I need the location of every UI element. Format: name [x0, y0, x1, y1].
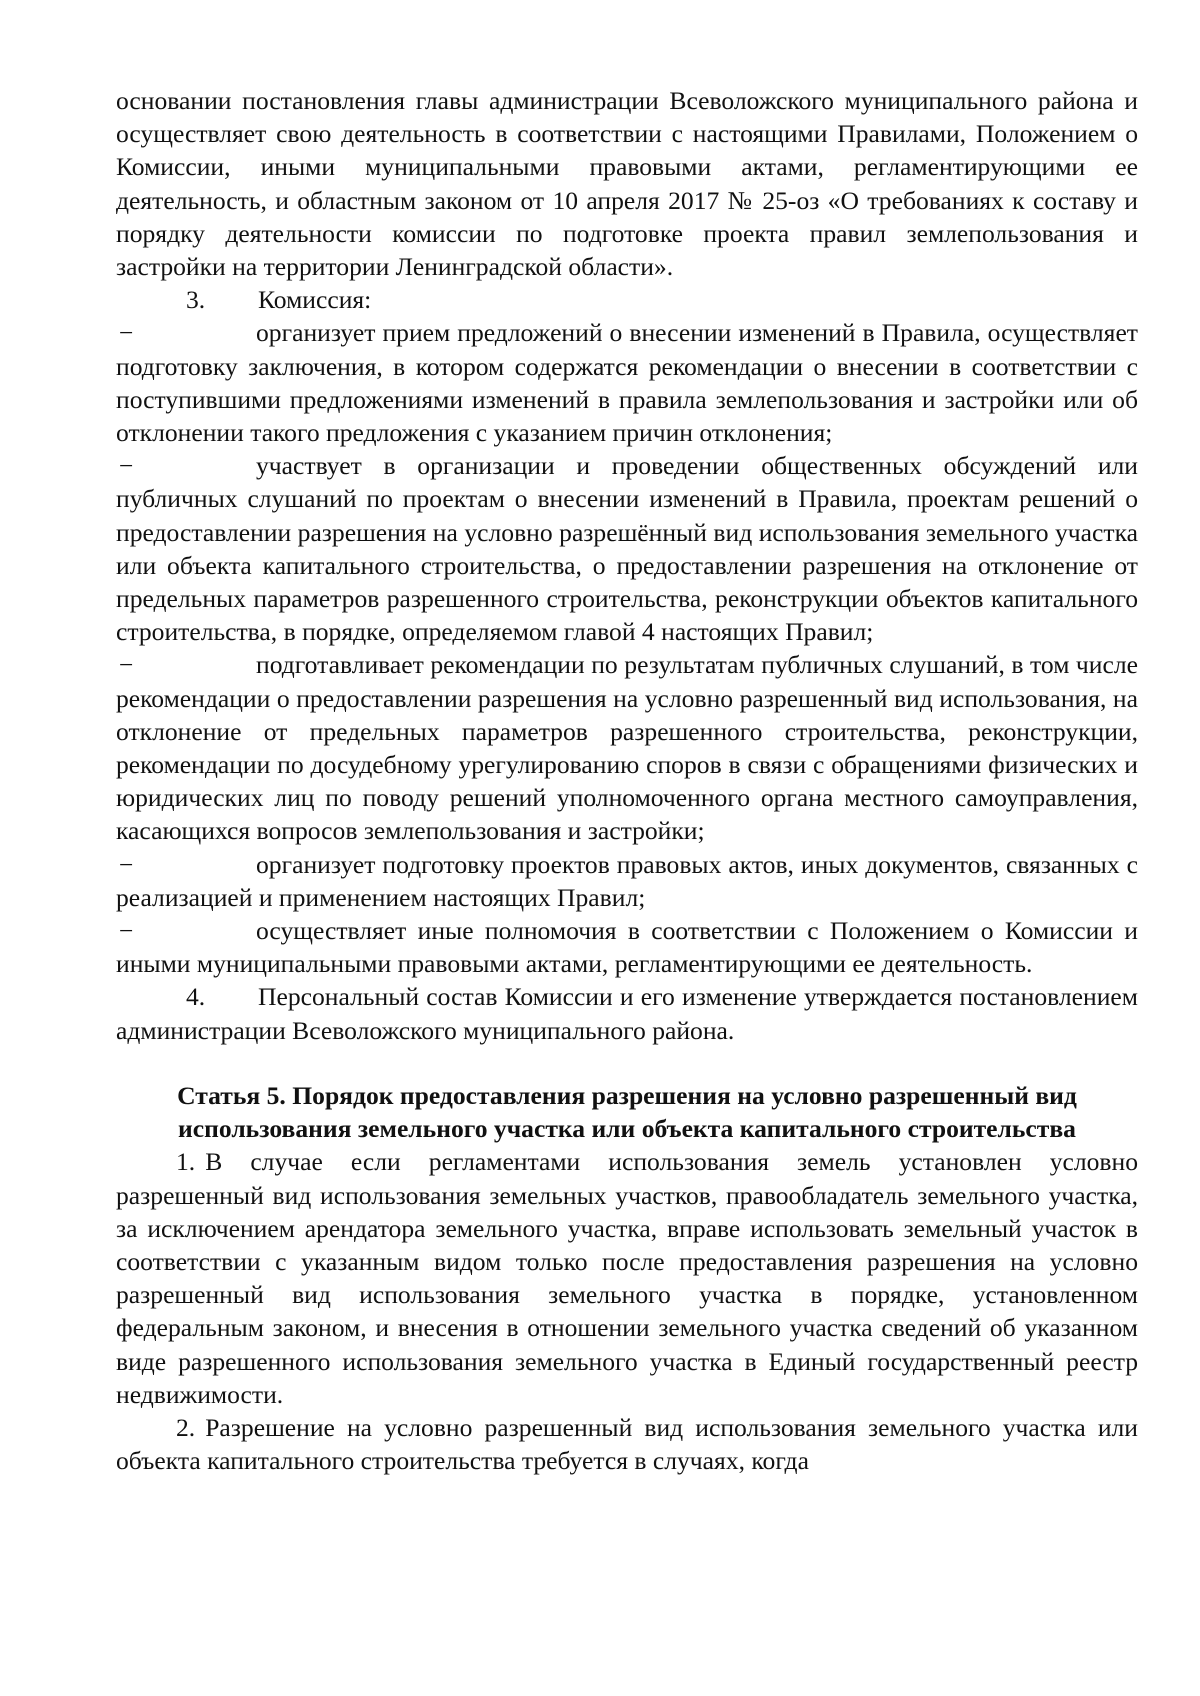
dash-marker: − — [119, 318, 134, 348]
article-item-1 — [116, 1145, 1138, 1411]
dash-marker: − — [119, 849, 134, 879]
document-page — [116, 84, 1138, 1477]
dash-marker: − — [119, 451, 134, 481]
item-text: Разрешение на условно разрешенный вид использования земельного участка или объекта капитального строительства требуется в случаях, когда — [116, 1412, 1138, 1476]
intro-paragraph: основании постановления главы администрации Всеволожского муниципального района и осуществляет свою деятельность в соответствии с настоящими Правилами, Положением о Комиссии, иными муниципальными правовыми актами, регламентирующими ее деятельность, и областным законом от 10 апреля 2017 № 25-оз «О требованиях к составу и порядку деятельности комиссии по подготовке проекта правил землепользования и застройки на территории Ленинградской области». — [116, 86, 1138, 282]
list-item-3 — [116, 283, 1138, 316]
item-text: Персональный состав Комиссии и его изменение утверждается постановлением администрации Всеволожского муниципального района. — [116, 982, 1138, 1045]
dash-item-text: организует прием предложений о внесении изменений в Правила, осуществляет подготовку заключения, в котором содержатся рекомендации о внесении в соответствии с поступившими предложениями изменений в правила землепользования и застройки или об отклонении такого предложения с указанием причин отклонения; — [116, 318, 1138, 448]
article-heading-line-2: использования земельного участка или объекта капитального строительства — [178, 1114, 1076, 1144]
article-heading — [116, 1079, 1138, 1145]
item-number: 1. — [176, 1147, 196, 1177]
dash-item-text: организует подготовку проектов правовых актов, иных документов, связанных с реализацией и применением настоящих Правил; — [116, 849, 1138, 912]
article-item-2 — [116, 1411, 1138, 1477]
dash-marker: − — [119, 650, 134, 680]
dash-list-item — [116, 449, 1138, 648]
item-text: Комиссия: — [258, 285, 372, 315]
dash-list-item — [116, 914, 1138, 980]
item-number: 2. — [176, 1412, 196, 1442]
dash-item-text: подготавливает рекомендации по результатам публичных слушаний, в том числе рекомендации о предоставлении разрешения на условно разрешенный вид использования, на отклонение от предельных параметров разрешенного строительства, реконструкции, рекомендации по досудебному урегулированию споров в связи с обращениями физических и юридических лиц по поводу решений уполномоченного органа местного самоуправления, касающихся вопросов землепользования и застройки; — [116, 650, 1138, 846]
dash-list-item — [116, 316, 1138, 449]
dash-item-text: осуществляет иные полномочия в соответствии с Положением о Комиссии и иными муниципальными правовыми актами, регламентирующими ее деятельность. — [116, 916, 1138, 979]
item-text: В случае если регламентами использования земель установлен условно разрешенный вид использования земельных участков, правообладатель земельного участка, за исключением арендатора земельного участка, вправе использовать земельный участок в соответствии с указанным видом только после предоставления разрешения на условно разрешенный вид использования земельного участка в порядке, установленном федеральным законом, и внесения в отношении земельного участка сведений об указанном виде разрешенного использования земельного участка в Единый государственный реестр недвижимости. — [116, 1147, 1138, 1409]
dash-list-item — [116, 648, 1138, 847]
item-number: 4. — [186, 982, 206, 1012]
dash-item-text: участвует в организации и проведении общественных обсуждений или публичных слушаний по проектам о внесении изменений в Правила, проектам решений о предоставлении разрешения на условно разрешённый вид использования земельного участка или объекта капитального строительства, о предоставлении разрешения на отклонение от предельных параметров разрешенного строительства, реконструкции объектов капитального строительства, в порядке, определяемом главой 4 настоящих Правил; — [116, 451, 1138, 647]
list-item-4 — [116, 980, 1138, 1046]
article-heading-line-1: Статья 5. Порядок предоставления разрешения на условно разрешенный вид — [177, 1080, 1077, 1110]
dash-marker: − — [119, 916, 134, 946]
dash-list-item — [116, 848, 1138, 914]
item-number: 3. — [186, 285, 206, 315]
